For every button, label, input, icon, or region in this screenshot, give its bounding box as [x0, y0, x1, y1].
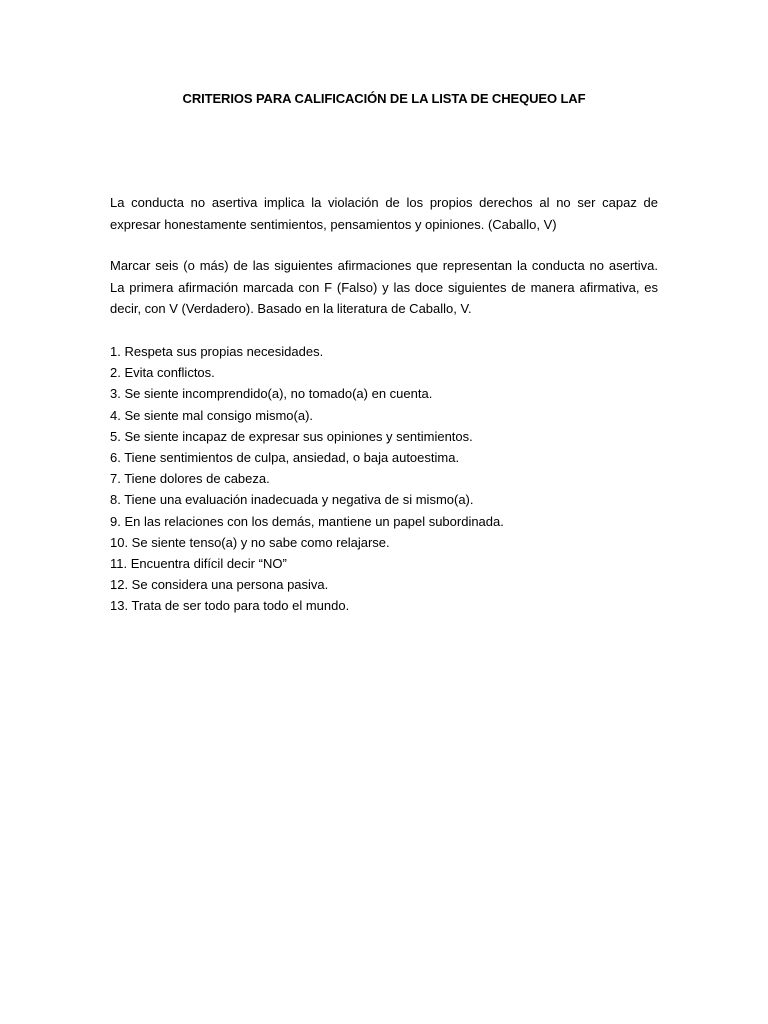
list-item: 12. Se considera una persona pasiva. — [110, 577, 329, 593]
list-item: 13. Trata de ser todo para todo el mundo. — [110, 598, 350, 614]
list-item: 4. Se siente mal consigo mismo(a). — [110, 407, 314, 423]
list-item: 2. Evita conflictos. — [110, 365, 215, 381]
paragraph-instructions: Marcar seis (o más) de las siguientes afirmaciones que representan la conducta no asertiva. La primera afirmación marcada con F (Falso) y las doce siguientes de manera afirmativa, es decir, con V (Verdadero). Basado en la literatura de Caballo, V. — [110, 258, 658, 316]
list-item: 6. Tiene sentimientos de culpa, ansiedad, o baja autoestima. — [110, 450, 460, 466]
list-item: 1. Respeta sus propias necesidades. — [110, 344, 324, 359]
paragraph-definition: La conducta no asertiva implica la violación de los propios derechos al no ser capaz de expresar honestamente sentimientos, pensamientos y opiniones. (Caballo, V) — [110, 195, 658, 232]
list-item: 11. Encuentra difícil decir “NO” — [110, 556, 287, 572]
list-item: 10. Se siente tenso(a) y no sabe como relajarse. — [110, 534, 390, 550]
list-item: 7. Tiene dolores de cabeza. — [110, 471, 270, 487]
list-item: 3. Se siente incomprendido(a), no tomado(a) en cuenta. — [110, 386, 433, 402]
criteria-list — [110, 341, 670, 617]
document-title: CRITERIOS PARA CALIFICACIÓN DE LA LISTA DE CHEQUEO LAF — [182, 91, 586, 106]
list-item: 8. Tiene una evaluación inadecuada y negativa de si mismo(a). — [110, 492, 474, 508]
list-item: 9. En las relaciones con los demás, mantiene un papel subordinada. — [110, 513, 504, 529]
list-item: 5. Se siente incapaz de expresar sus opiniones y sentimientos. — [110, 428, 473, 444]
